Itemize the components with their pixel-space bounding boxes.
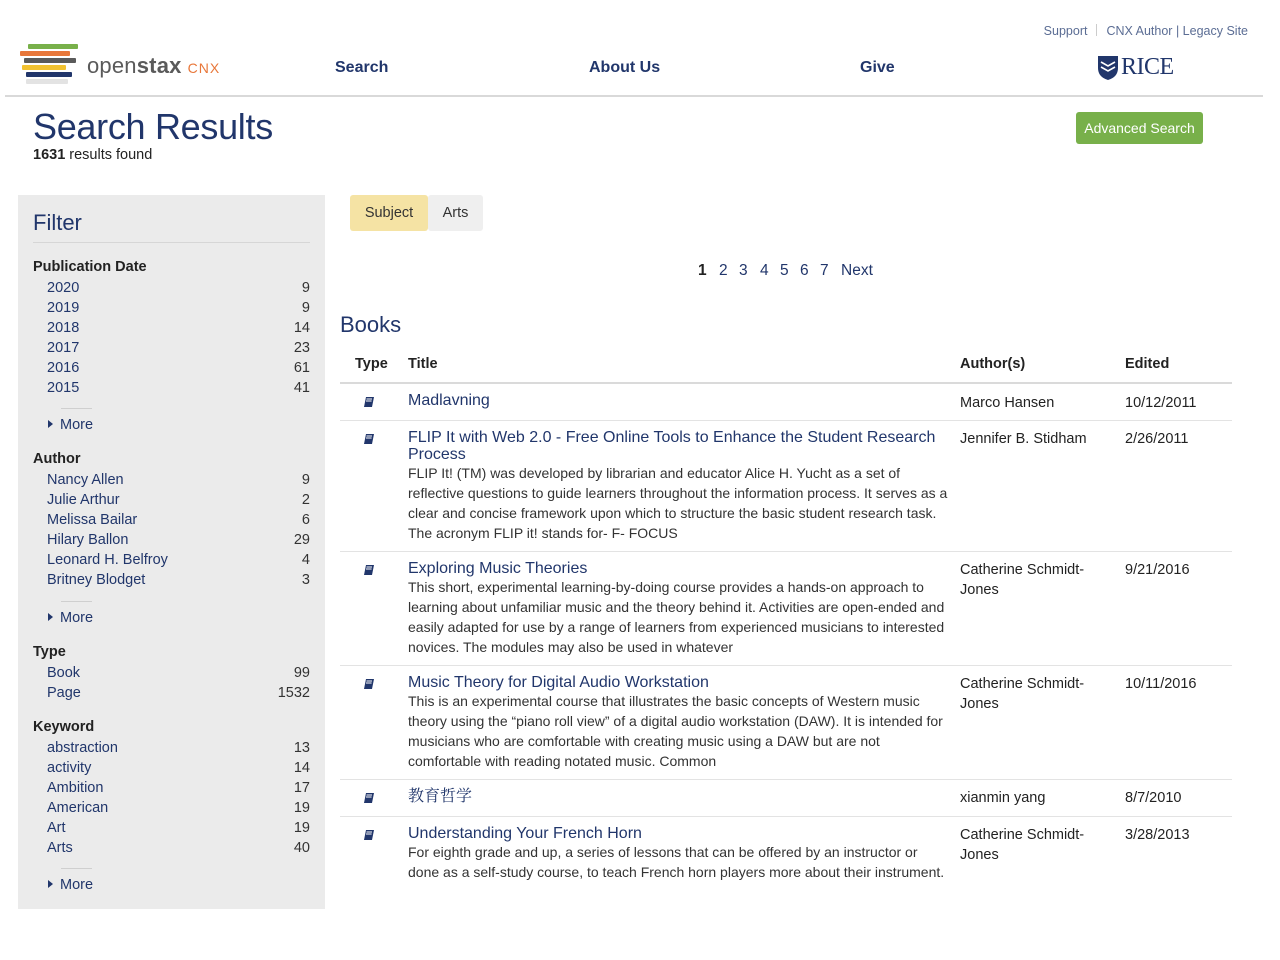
support-link[interactable]: Support bbox=[1043, 24, 1088, 38]
row-divider bbox=[340, 779, 1232, 780]
cnx-author-link[interactable]: CNX Author bbox=[1106, 24, 1173, 38]
facet-item-keyword[interactable]: abstraction 13 bbox=[47, 740, 310, 756]
row-divider bbox=[340, 551, 1232, 552]
chip-subject[interactable]: Subject bbox=[350, 195, 428, 231]
result-description: FLIP It! (TM) was developed by librarian and educator Alice H. Yucht as a set of reflective questions to guide learners throughout the information process. It serves as a clear and concise framework upon which to structure the basic student research task. The acronym FLIP it! stands for- F- FOCUS bbox=[408, 465, 948, 541]
facet-item-author[interactable]: Leonard H. Belfroy 4 bbox=[47, 552, 310, 568]
result-author: Catherine Schmidt-Jones bbox=[960, 827, 1085, 863]
page-7[interactable]: 7 bbox=[820, 262, 829, 279]
facet-item-author[interactable]: Melissa Bailar 6 bbox=[47, 512, 310, 528]
facet-divider bbox=[61, 601, 92, 602]
facet-keyword-heading: Keyword bbox=[33, 719, 95, 735]
publication-date-more-link[interactable]: More bbox=[48, 417, 93, 433]
row-divider bbox=[340, 420, 1232, 421]
book-icon bbox=[363, 396, 375, 408]
caret-right-icon bbox=[48, 420, 53, 428]
rice-shield-icon bbox=[1097, 54, 1119, 81]
result-edited-date: 10/11/2016 bbox=[1125, 676, 1197, 692]
page-4[interactable]: 4 bbox=[760, 262, 769, 279]
facet-author-heading: Author bbox=[33, 451, 81, 467]
separator bbox=[1096, 24, 1097, 36]
result-edited-date: 9/21/2016 bbox=[1125, 562, 1190, 578]
result-author: Catherine Schmidt-Jones bbox=[960, 562, 1085, 598]
utility-links: Support CNX Author | Legacy Site bbox=[1043, 24, 1248, 38]
caret-right-icon bbox=[48, 613, 53, 621]
filter-title: Filter bbox=[33, 210, 82, 235]
facet-item-author[interactable]: Britney Blodget 3 bbox=[47, 572, 310, 588]
result-author: xianmin yang bbox=[960, 790, 1046, 806]
keyword-more-link[interactable]: More bbox=[48, 877, 93, 893]
result-author: Jennifer B. Stidham bbox=[960, 431, 1087, 447]
page-title: Search Results bbox=[33, 106, 273, 147]
book-icon bbox=[363, 792, 375, 804]
nav-search[interactable]: Search bbox=[335, 59, 389, 76]
result-description: For eighth grade and up, a series of lessons that can be offered by an instructor or done as a self-study course, to teach French horn players more about their instrument. bbox=[408, 844, 945, 880]
author-more-link[interactable]: More bbox=[48, 610, 93, 626]
page-6[interactable]: 6 bbox=[800, 262, 809, 279]
result-edited-date: 3/28/2013 bbox=[1125, 827, 1190, 843]
result-edited-date: 8/7/2010 bbox=[1125, 790, 1182, 806]
page-1: 1 bbox=[698, 262, 707, 279]
facet-item-2016[interactable]: 2016 61 bbox=[47, 360, 310, 376]
filter-sidebar bbox=[18, 195, 325, 909]
facet-item-author[interactable]: Nancy Allen 9 bbox=[47, 472, 310, 488]
rice-wordmark: RICE bbox=[1121, 54, 1174, 80]
facet-item-author[interactable]: Julie Arthur 2 bbox=[47, 492, 310, 508]
facet-item-author[interactable]: Hilary Ballon 29 bbox=[47, 532, 310, 548]
result-title-link[interactable]: FLIP It with Web 2.0 - Free Online Tools to Enhance the Student Research Process bbox=[408, 429, 936, 463]
row-divider bbox=[340, 816, 1232, 817]
result-title-link[interactable]: 教育哲学 bbox=[408, 788, 473, 805]
result-description: This is an experimental course that illustrates the basic concepts of Western music theory using the “piano roll view” of a digital audio workstation (DAW). It is intended for musicians who are comfortable with creating music using a DAW but are not comfortable with reading notated music. Common bbox=[408, 693, 943, 769]
header-divider bbox=[5, 95, 1263, 97]
result-edited-date: 2/26/2011 bbox=[1125, 431, 1189, 447]
facet-item-page[interactable]: Page 1532 bbox=[47, 685, 310, 701]
caret-right-icon bbox=[48, 880, 53, 888]
facet-divider bbox=[61, 868, 92, 869]
next-page-link[interactable]: Next bbox=[841, 262, 873, 279]
result-description: This short, experimental learning-by-doing course provides a hands-on approach to learning about unfamiliar music and the theory behind it. Activities are open-ended and easily adapted for use by a range of learners from experienced musicians to interested novices. The modules may also be used in whatever bbox=[408, 579, 945, 655]
column-header-edited: Edited bbox=[1125, 356, 1170, 372]
facet-item-keyword[interactable]: American 19 bbox=[47, 800, 310, 816]
books-section-title: Books bbox=[340, 312, 402, 337]
book-icon bbox=[363, 829, 375, 841]
logo-wordmark: openstax CNX bbox=[87, 53, 221, 78]
page-3[interactable]: 3 bbox=[739, 262, 748, 279]
filter-divider bbox=[33, 242, 310, 243]
facet-item-2020[interactable]: 2020 9 bbox=[47, 280, 310, 296]
facet-item-2018[interactable]: 2018 14 bbox=[47, 320, 310, 336]
result-title-link[interactable]: Madlavning bbox=[408, 392, 490, 409]
book-icon bbox=[363, 564, 375, 576]
page-2[interactable]: 2 bbox=[719, 262, 728, 279]
chip-arts[interactable]: Arts bbox=[428, 195, 483, 231]
result-title-link[interactable]: Understanding Your French Horn bbox=[408, 825, 642, 842]
result-author: Catherine Schmidt-Jones bbox=[960, 676, 1085, 712]
facet-item-keyword[interactable]: Arts 40 bbox=[47, 840, 310, 856]
facet-item-keyword[interactable]: Ambition 17 bbox=[47, 780, 310, 796]
facet-publication-date-heading: Publication Date bbox=[33, 259, 147, 275]
result-title-link[interactable]: Exploring Music Theories bbox=[408, 560, 588, 577]
column-header-title: Title bbox=[408, 356, 438, 372]
nav-about-us[interactable]: About Us bbox=[589, 59, 661, 76]
facet-item-2015[interactable]: 2015 41 bbox=[47, 380, 310, 396]
facet-type-heading: Type bbox=[33, 644, 66, 660]
advanced-search-button[interactable]: Advanced Search bbox=[1076, 112, 1203, 144]
result-title-link[interactable]: Music Theory for Digital Audio Workstation bbox=[408, 674, 709, 691]
facet-item-keyword[interactable]: activity 14 bbox=[47, 760, 310, 776]
legacy-site-link[interactable]: Legacy Site bbox=[1182, 24, 1248, 38]
result-edited-date: 10/12/2011 bbox=[1125, 395, 1197, 411]
facet-item-book[interactable]: Book 99 bbox=[47, 665, 310, 681]
result-author: Marco Hansen bbox=[960, 395, 1055, 411]
facet-item-keyword[interactable]: Art 19 bbox=[47, 820, 310, 836]
facet-item-2019[interactable]: 2019 9 bbox=[47, 300, 310, 316]
column-header-authors: Author(s) bbox=[960, 356, 1026, 372]
row-divider bbox=[340, 665, 1232, 666]
book-icon bbox=[363, 678, 375, 690]
facet-divider bbox=[61, 408, 92, 409]
openstax-cnx-logo[interactable] bbox=[16, 44, 236, 88]
results-count: 1631 results found bbox=[33, 147, 153, 163]
facet-item-2017[interactable]: 2017 23 bbox=[47, 340, 310, 356]
table-header-divider bbox=[340, 382, 1232, 384]
book-icon bbox=[363, 433, 375, 445]
nav-give[interactable]: Give bbox=[860, 59, 895, 76]
page-5[interactable]: 5 bbox=[780, 262, 789, 279]
column-header-type: Type bbox=[355, 356, 388, 372]
